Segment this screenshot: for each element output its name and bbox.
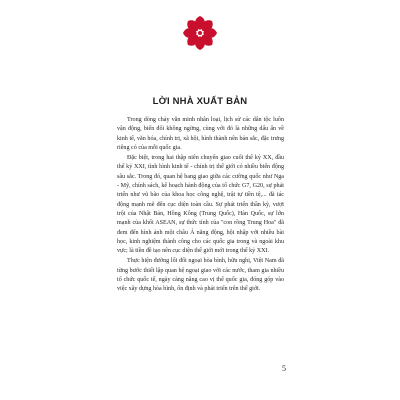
page-number: 5: [282, 364, 286, 373]
page-title: LỜI NHÀ XUẤT BẢN: [152, 96, 248, 107]
paragraph-3: Thực hiện đường lối đối ngoại hòa bình, hữu nghị, Việt Nam đã từng bước thiết lập quan hệ ngoại giao với các nước, tham gia nhiều tổ chức quốc tế, ngày càng nâng cao vị thế quốc gia, đóng góp vào việc xây dựng hòa bình, ổn định và phát triển trên thế giới.: [117, 258, 284, 293]
paragraph-2: Đặc biệt, trong hai thập niên chuyển giao cuối thế kỷ XX, đầu thế kỷ XXI, tình hình kinh tế - chính trị thế giới có nhiều biến động sâu sắc. Trong đó, quan hệ bang giao giữa các cường quốc như Nga - Mỹ, chính sách, kế hoạch hành động của tổ chức G7, G20, sự phát triển như vũ bão của khoa học công nghệ, trật tự tiền tệ,... đã tác động mạnh mẽ đến cục diện toàn cầu. Sự phát triển thần kỳ, vượt trội của Nhật Bản, Hồng Kông (Trung Quốc), Hàn Quốc, sự lớn mạnh của khối ASEAN, sự thức tỉnh của "con rồng Trung Hoa" đã đem đến hình ảnh một châu Á năng động, hội nhập với nhiều bài học, kinh nghiệm thành công cho các quốc gia trong và ngoài khu vực; là tiền đề tạo nên cục diện thế giới mới trong thế kỷ XXI.: [117, 155, 284, 255]
lotus-emblem-icon: [182, 15, 218, 51]
paragraph-1: Trong dòng chảy văn minh nhân loại, lịch sử các dân tộc luôn vận động, biến đổi không ngừng, cùng với đó là những dấu ấn về kinh tế, văn hóa, chính trị, xã hội, hình thành nên bản sắc, đặc trưng riêng có của mỗi quốc gia.: [117, 117, 284, 151]
body-text: [117, 116, 284, 296]
